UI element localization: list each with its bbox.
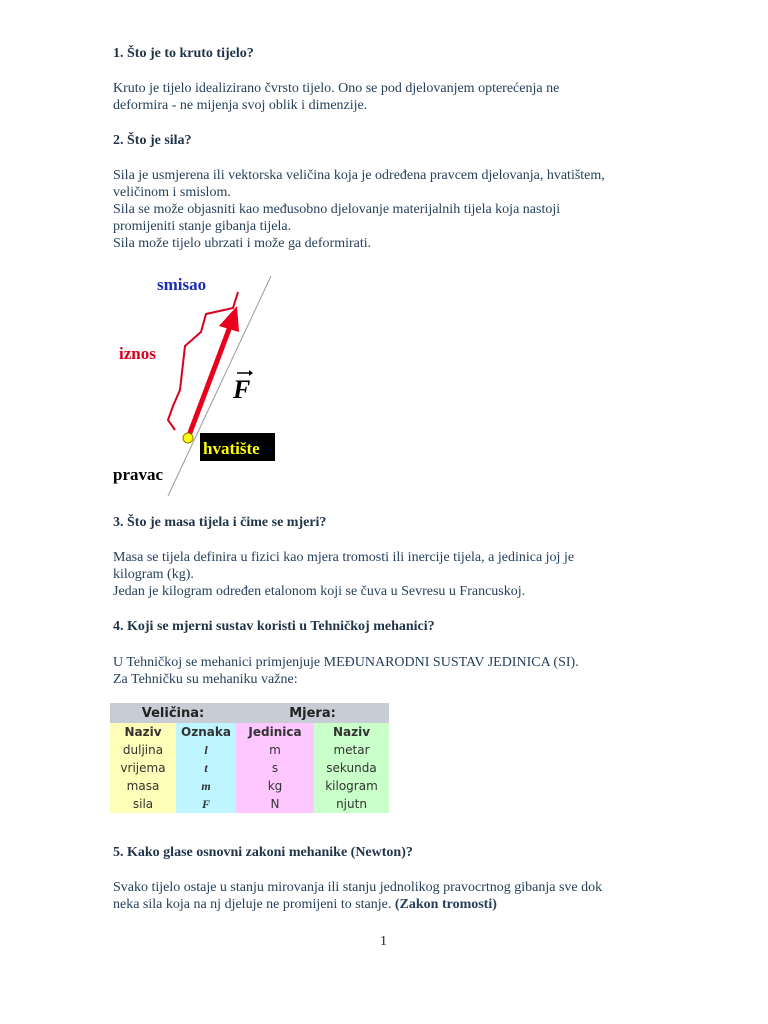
force-vector-diagram	[113, 270, 275, 498]
col-header-jedinica: Jedinica	[236, 723, 314, 741]
label-smisao: smisao	[157, 275, 207, 294]
table-row	[110, 741, 389, 759]
table-row	[110, 795, 389, 813]
label-force-f: F	[233, 375, 251, 404]
answer-q2-line-4: promijeniti stanje gibanja tijela.	[113, 219, 292, 234]
page-number: 1	[380, 934, 387, 949]
answer-q4-line-1: U Tehničkoj se mehanici primjenjuje MEĐUNARODNI SUSTAV JEDINICA (SI).	[113, 655, 579, 670]
answer-q2	[113, 167, 673, 252]
answer-q3	[113, 549, 673, 600]
answer-q2-line-5: Sila može tijelo ubrzati i može ga deformirati.	[113, 236, 372, 251]
answer-q5-line-2	[113, 896, 673, 913]
si-units-table	[110, 703, 389, 813]
col-header-oznaka: Oznaka	[176, 723, 236, 741]
heading-q1: 1. Što je to kruto tijelo?	[113, 46, 254, 61]
magnitude-brace	[168, 292, 238, 430]
answer-q1-line-1: Kruto je tijelo idealizirano čvrsto tijelo. Ono se pod djelovanjem opterećenja ne	[113, 81, 560, 96]
application-point	[183, 433, 193, 443]
label-hvatiste: hvatište	[203, 439, 260, 458]
answer-q3-line-3: Jedan je kilogram određen etalonom koji se čuva u Sevresu u Francuskoj.	[113, 584, 526, 599]
cell-quantity: vrijema	[110, 759, 176, 777]
answer-q4	[113, 654, 673, 688]
cell-quantity: masa	[110, 777, 176, 795]
heading-q3: 3. Što je masa tijela i čime se mjeri?	[113, 515, 327, 530]
cell-symbol: l	[176, 741, 236, 759]
cell-quantity: sila	[110, 795, 176, 813]
cell-unit: s	[236, 759, 314, 777]
answer-q5-line-2-text: neka sila koja na nj djeluje ne promijeni to stanje.	[113, 897, 392, 912]
answer-q2-line-3: Sila se može objasniti kao međusobno djelovanje materijalnih tijela koja nastoji	[113, 202, 561, 217]
force-arrow-shaft	[188, 324, 231, 438]
heading-q5: 5. Kako glase osnovni zakoni mehanike (Newton)?	[113, 845, 413, 860]
table-row	[110, 777, 389, 795]
answer-q1	[113, 80, 673, 114]
cell-unit-name: kilogram	[314, 777, 389, 795]
answer-q2-line-1: Sila je usmjerena ili vektorska veličina koja je određena pravcem djelovanja, hvatištem,	[113, 168, 605, 183]
cell-unit-name: sekunda	[314, 759, 389, 777]
answer-q4-line-2: Za Tehničku su mehaniku važne:	[113, 672, 298, 687]
col-header-naziv: Naziv	[110, 723, 176, 741]
group-header-mjera: Mjera:	[236, 703, 389, 723]
cell-quantity: duljina	[110, 741, 176, 759]
group-header-velicina: Veličina:	[110, 703, 236, 723]
table-sub-header	[110, 723, 389, 741]
label-pravac: pravac	[113, 465, 164, 484]
answer-q3-line-1: Masa se tijela definira u fizici kao mjera tromosti ili inercije tijela, a jedinica joj je	[113, 550, 575, 565]
heading-q4: 4. Koji se mjerni sustav koristi u Tehničkoj mehanici?	[113, 619, 435, 634]
cell-unit-name: metar	[314, 741, 389, 759]
answer-q5-line-1: Svako tijelo ostaje u stanju mirovanja ili stanju jednolikog pravocrtnog gibanja sve dok	[113, 880, 603, 895]
cell-symbol: F	[176, 795, 236, 813]
heading-q2: 2. Što je sila?	[113, 133, 192, 148]
cell-unit: kg	[236, 777, 314, 795]
law-of-inertia-label: (Zakon tromosti)	[394, 897, 497, 912]
line-of-action	[168, 276, 271, 496]
answer-q1-line-2: deformira - ne mijenja svoj oblik i dimenzije.	[113, 98, 368, 113]
cell-unit-name: njutn	[314, 795, 389, 813]
table-row	[110, 759, 389, 777]
label-iznos: iznos	[119, 344, 156, 363]
table-group-header	[110, 703, 389, 723]
cell-symbol: m	[176, 777, 236, 795]
col-header-naziv-mjere: Naziv	[314, 723, 389, 741]
answer-q3-line-2: kilogram (kg).	[113, 567, 194, 582]
answer-q2-line-2: veličinom i smislom.	[113, 185, 231, 200]
cell-unit: N	[236, 795, 314, 813]
cell-unit: m	[236, 741, 314, 759]
cell-symbol: t	[176, 759, 236, 777]
answer-q5	[113, 879, 673, 913]
